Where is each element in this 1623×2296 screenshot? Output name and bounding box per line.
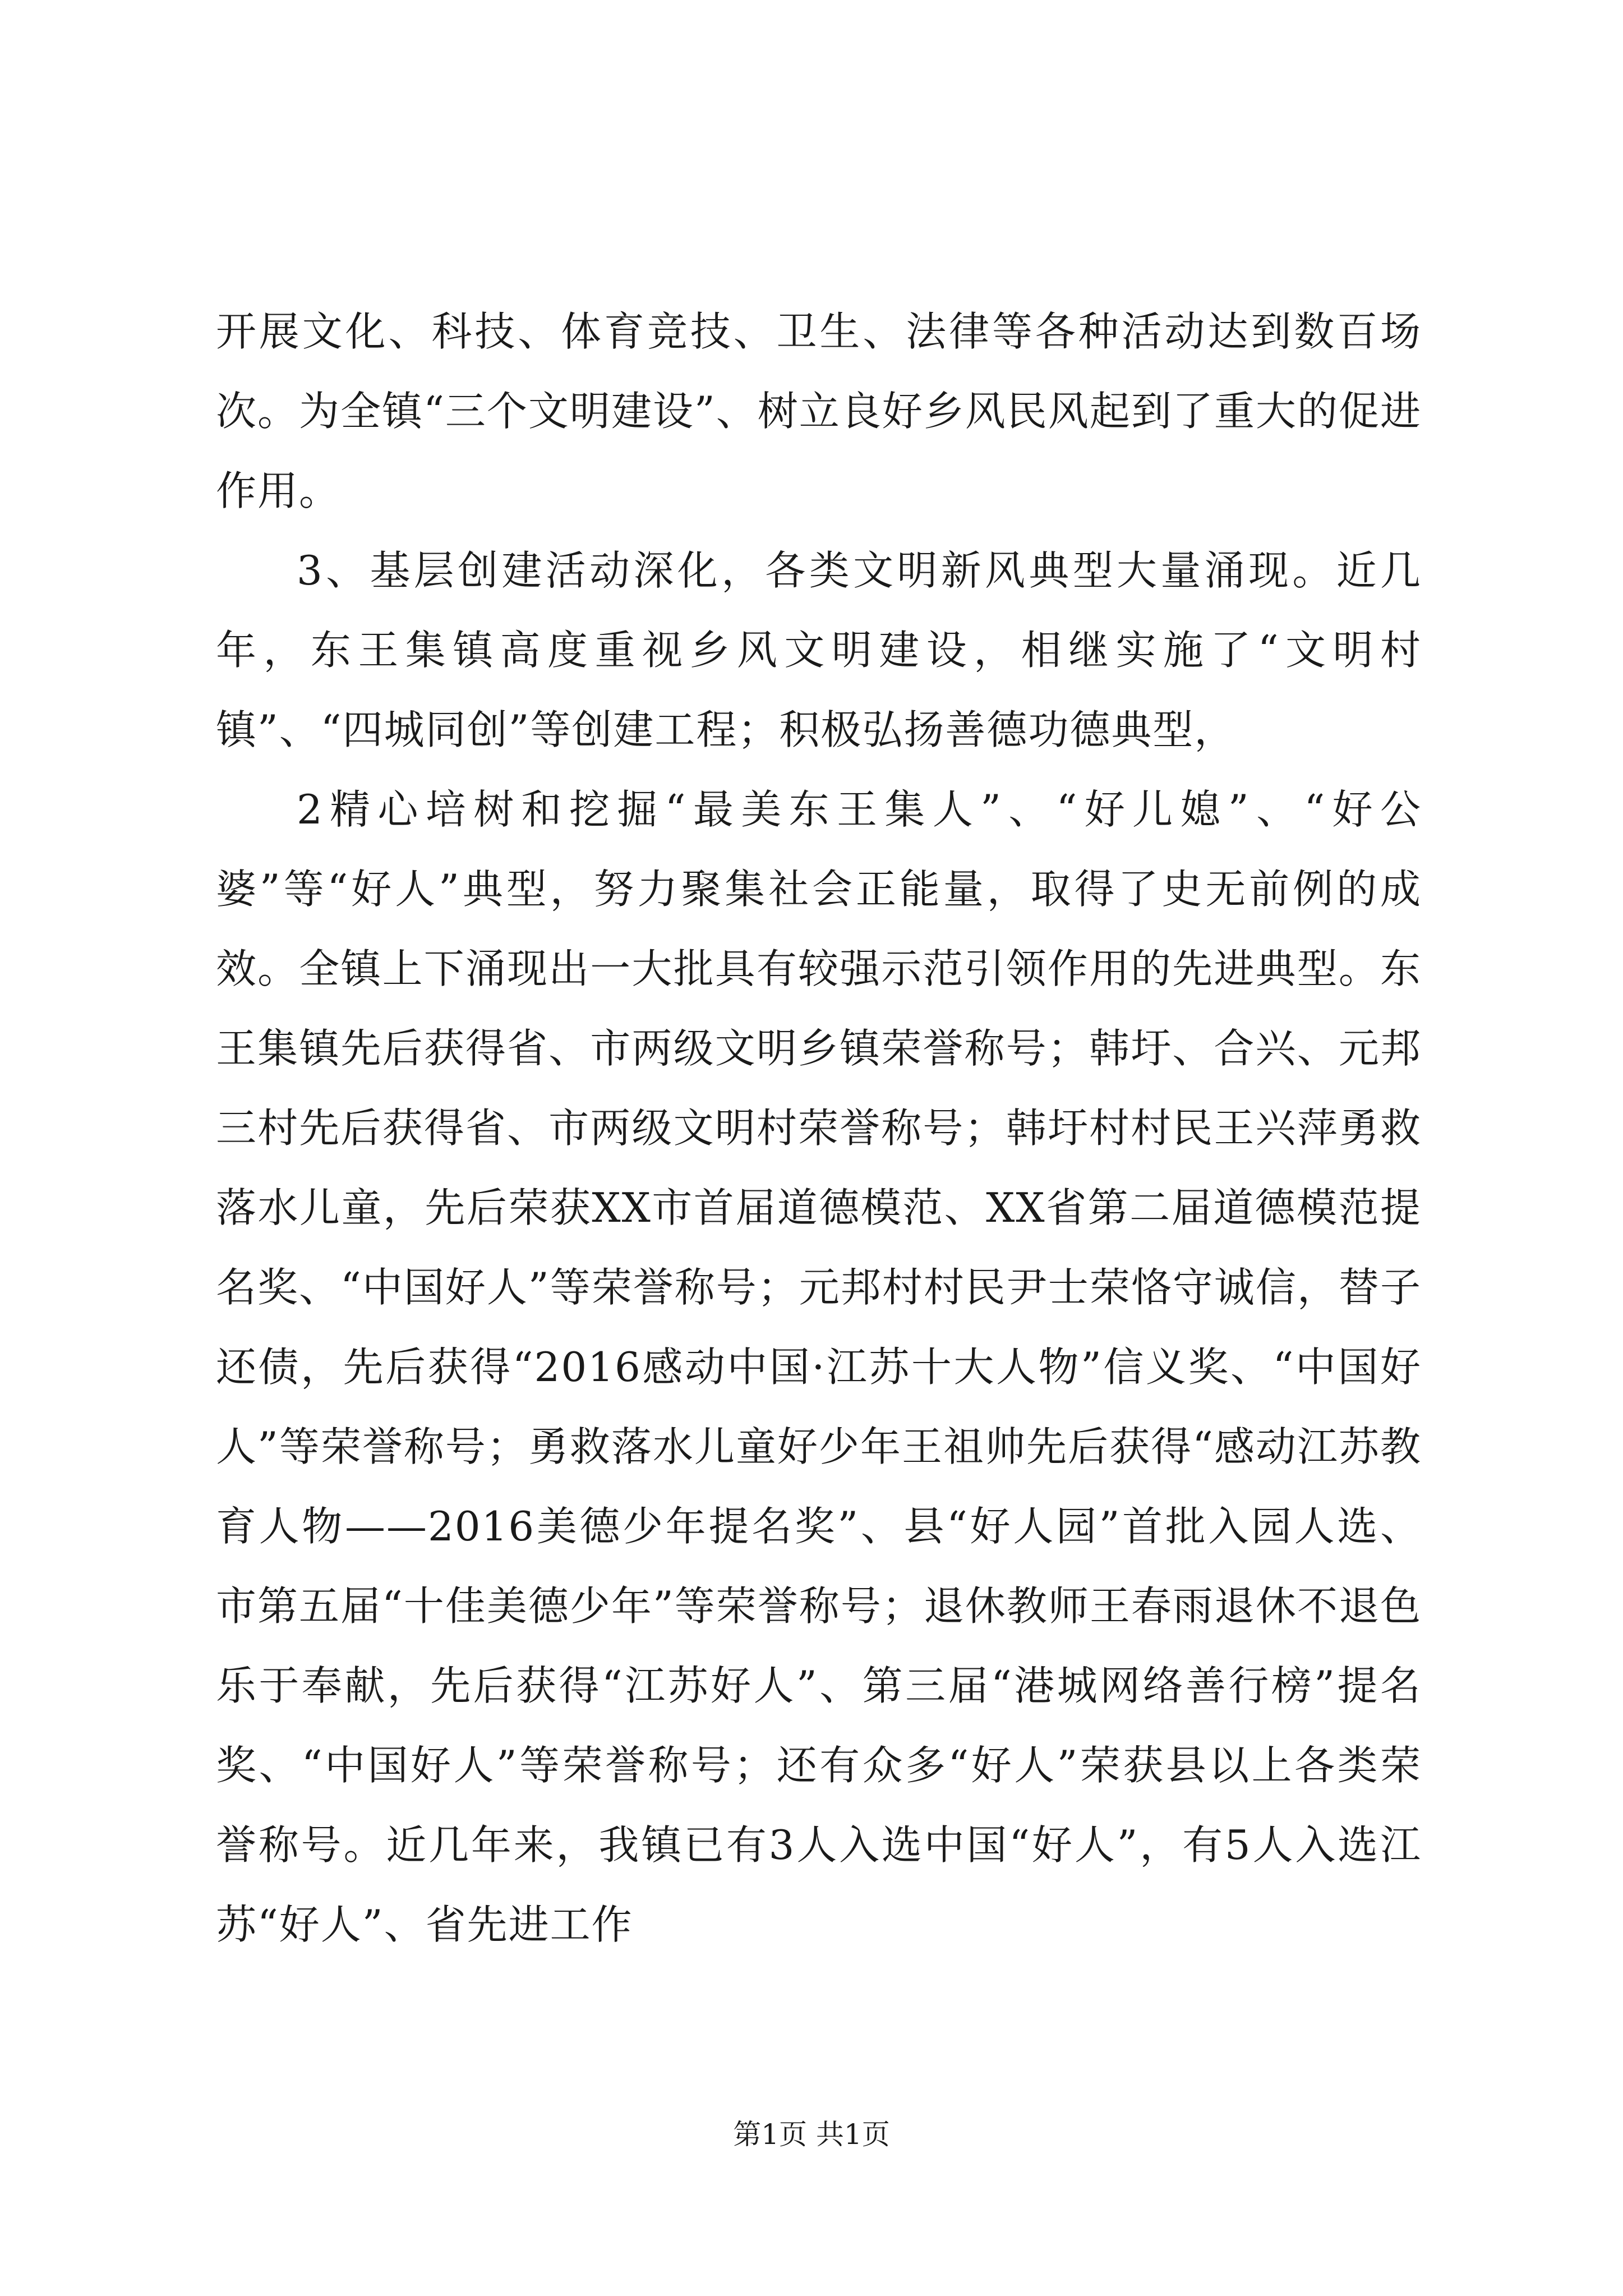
paragraph-3: 2精心培树和挖掘“最美东王集人”、“好儿媳”、“好公婆”等“好人”典型，努力聚集社会正能量，取得了史无前例的成效。全镇上下涌现出一大批具有较强示范引领作用的先进典型。东王集镇先后获得省、市两级文明乡镇荣誉称号；韩圩、合兴、元邦三村先后获得省、市两级文明村荣誉称号；韩圩村村民王兴萍勇救落水儿童，先后荣获XX市首届道德模范、XX省第二届道德模范提名奖、“中国好人”等荣誉称号；元邦村村民尹士荣恪守诚信，替子还债，先后获得“2016感动中国·江苏十大人物”信义奖、“中国好人”等荣誉称号；勇救落水儿童好少年王祖帅先后获得“感动江苏教育人物——2016美德少年提名奖”、县“好人园”首批入园人选、市第五届“十佳美德少年”等荣誉称号；退休教师王春雨退休不退色乐于奉献，先后获得“江苏好人”、第三届“港城网络善行榜”提名奖、“中国好人”等荣誉称号；还有众多“好人”荣获县以上各类荣誉称号。近几年来，我镇已有3人入选中国“好人”，有5人入选江苏“好人”、省先进工作 [216, 786, 1422, 1948]
paragraph-1: 开展文化、科技、体育竞技、卫生、法律等各种活动达到数百场次。为全镇“三个文明建设”、树立良好乡风民风起到了重大的促进作用。 [216, 308, 1422, 514]
document-body [216, 292, 1422, 1964]
page-number-footer: 第1页 共1页 [733, 2118, 890, 2151]
paragraph-2: 3、基层创建活动深化，各类文明新风典型大量涌现。近几年，东王集镇高度重视乡风文明建设，相继实施了“文明村镇”、“四城同创”等创建工程；积极弘扬善德功德典型， [216, 547, 1422, 753]
